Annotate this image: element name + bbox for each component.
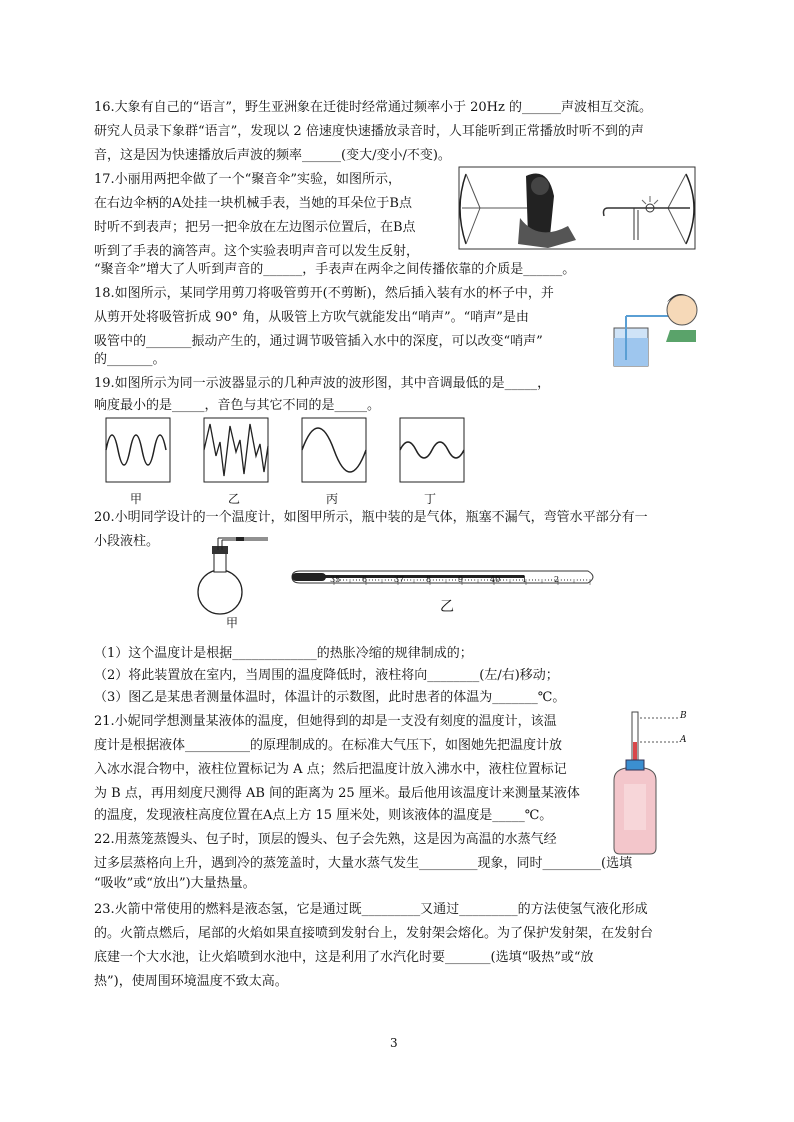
q22-line-2: 过多层蒸格向上升，遇到冷的蒸笼盖时，大量水蒸气发生_________现象，同时_________(选填: [94, 856, 633, 871]
q17-line-3: 时听不到表声；把另一把伞放在左边图示位置后，在B点: [94, 220, 416, 235]
q20-line-2: 小段液柱。: [94, 534, 160, 549]
q18-line-3: 吸管中的_______振动产生的，通过调节吸管插入水中的深度，可以改变“哨声”: [94, 334, 543, 349]
thermometer-tick-label: 35: [330, 575, 341, 584]
q21-line-5: 的温度，发现液柱高度位置在A点上方 15 厘米处，则该液体的温度是_____℃。: [94, 808, 553, 823]
thermometer-tick-label: 9: [458, 575, 464, 584]
thermometer-tick-label: 8: [426, 575, 432, 584]
fig-label-yi: 乙: [440, 599, 454, 615]
waveform-yi: [204, 418, 268, 482]
q23-line-3: 底建一个大水池，让火焰喷到水池中，这是利用了水汽化时要_______(选填“吸热”或“放: [94, 950, 594, 965]
waveforms-figure: [104, 416, 474, 486]
q18-line-1: 18.如图所示，某同学用剪刀将吸管剪开(不剪断)，然后插入装有水的杯子中，并: [94, 286, 554, 301]
mark-a: A: [680, 735, 687, 745]
q20-line-1: 20.小明同学设计的一个温度计，如图甲所示，瓶中装的是气体，瓶塞不漏气，弯管水平部分有一: [94, 510, 648, 525]
q20-sub-1: （1）这个温度计是根据_____________的热胀冷缩的规律制成的；: [94, 646, 473, 661]
q22-line-3: “吸收”或“放出”)大量热量。: [94, 876, 256, 891]
umbrella-figure: [458, 166, 698, 252]
fig-label-jia: 甲: [226, 616, 239, 630]
q23-line-2: 的。火箭点燃后，尾部的火焰如果直接喷到发射台上，发射架会熔化。为了保护发射架，在发射台: [94, 926, 654, 941]
q23-line-4: 热”)，使周围环境温度不致太高。: [94, 974, 288, 989]
q17-line-4: 听到了手表的滴答声。这个实验表明声音可以发生反射，: [94, 244, 420, 259]
page-number: 3: [390, 1036, 398, 1050]
waveform-label-jia: 甲: [130, 492, 143, 506]
waveform-bing: [302, 418, 366, 482]
thermometer-tick-label: 6: [362, 575, 368, 584]
thermometer-tick-label: 37: [394, 575, 405, 584]
liquid-thermometer-figure: [604, 708, 700, 858]
q16-line-2: 研究人员录下象群“语言”，发现以 2 倍速度快速播放录音时，人耳能听到正常播放时听不到的声: [94, 124, 644, 139]
q17-line-5: “聚音伞”增大了人听到声音的______，手表声在两伞之间传播依靠的介质是______。: [94, 262, 576, 277]
q23-line-1: 23.火箭中常使用的燃料是液态氢，它是通过既_________又通过_________的方法使氢气液化形成: [94, 902, 648, 917]
q19-line-2: 响度最小的是_____，音色与其它不同的是_____。: [94, 398, 381, 413]
q18-line-2: 从剪开处将吸管折成 90° 角，从吸管上方吹气就能发出“哨声”。“哨声”是由: [94, 310, 529, 325]
q19-line-1: 19.如图所示为同一示波器显示的几种声波的波形图，其中音调最低的是_____，: [94, 376, 551, 391]
q16-line-3: 音，这是因为快速播放后声波的频率______(变大/变小/不变)。: [94, 148, 451, 163]
q21-line-2: 度计是根据液体__________的原理制成的。在标准大气压下，如图她先把温度计放: [94, 738, 563, 753]
waveform-label-yi: 乙: [228, 492, 241, 506]
thermometer-tick-label: 2: [554, 575, 560, 584]
waveform-label-bing: 丙: [326, 492, 339, 506]
waveform-label-ding: 丁: [424, 492, 437, 506]
q17-line-1: 17.小丽用两把伞做了一个“聚音伞”实验，如图所示，: [94, 172, 401, 187]
q16-line-1: 16.大象有自己的“语言”，野生亚洲象在迁徙时经常通过频率小于 20Hz 的______声波相互交流。: [94, 100, 652, 115]
thermometer-tick-label: 40: [490, 575, 501, 584]
q18-line-4: 的_______。: [94, 352, 166, 367]
q21-line-4: 为 B 点，再用刻度尺测得 AB 间的距离为 25 厘米。最后他用该温度计来测量某液体: [94, 786, 580, 801]
waveform-jia: [106, 418, 170, 482]
q17-line-2: 在右边伞柄的A处挂一块机械手表，当她的耳朵位于B点: [94, 196, 412, 211]
waveform-ding: [400, 418, 464, 482]
whistle-figure: [610, 280, 700, 370]
q21-line-1: 21.小妮同学想测量某液体的温度，但她得到的却是一支没有刻度的温度计，该温: [94, 714, 557, 729]
q20-sub-3: （3）图乙是某患者测量体温时，体温计的示数图，此时患者的体温为_______℃。: [94, 690, 566, 705]
q21-line-3: 入冰水混合物中，液柱位置标记为 A 点；然后把温度计放入沸水中，液柱位置标记: [94, 762, 567, 777]
q20-sub-2: （2）将此装置放在室内，当周围的温度降低时，液柱将向________(左/右)移动；: [94, 668, 559, 683]
mark-b: B: [680, 711, 687, 721]
q22-line-1: 22.用蒸笼蒸馒头、包子时，顶层的馒头、包子会先熟，这是因为高温的水蒸气经: [94, 832, 557, 847]
thermometer-tick-label: 1: [522, 575, 528, 584]
